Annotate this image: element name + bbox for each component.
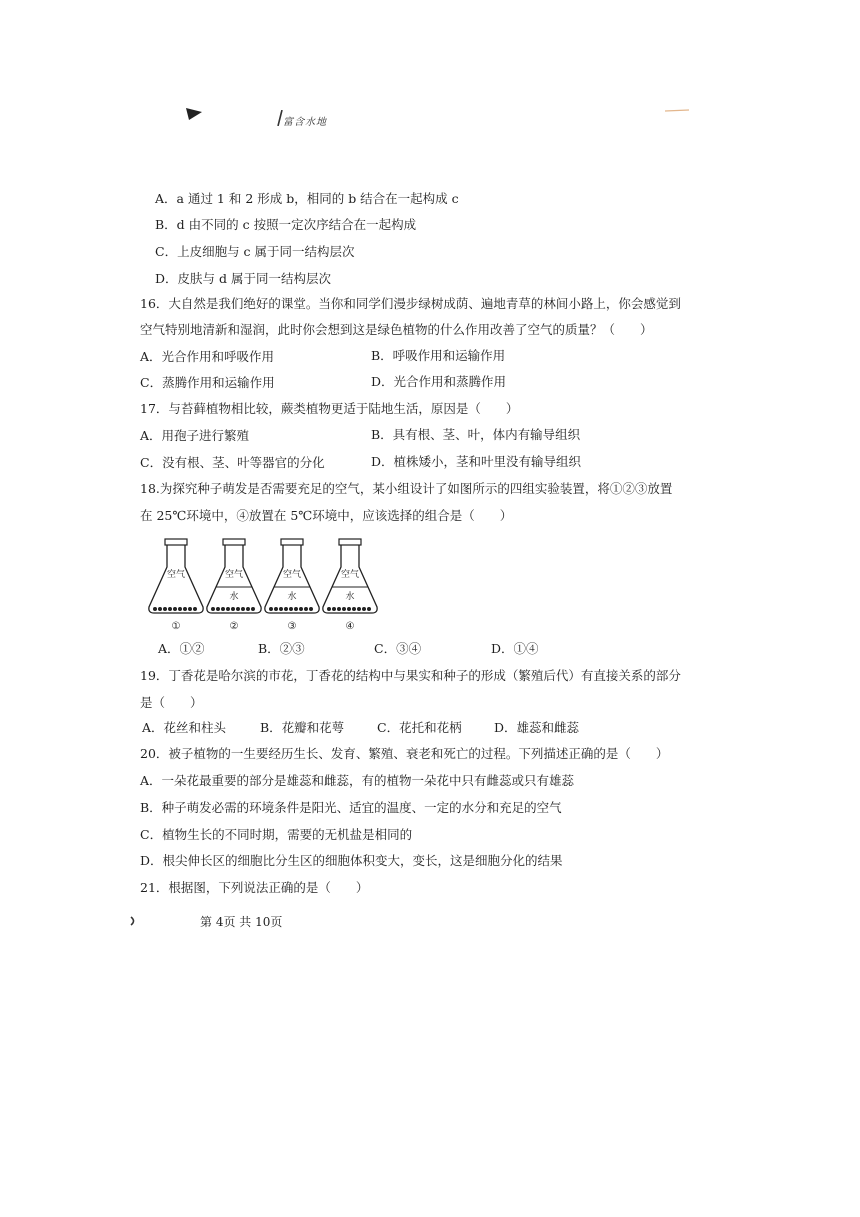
- scan-mark-dash: [665, 108, 689, 114]
- scan-mark-footer: [130, 916, 136, 926]
- q20-stem: 20．被子植物的一生要经历生长、发育、繁殖、衰老和死亡的过程。下列描述正确的是（ ）: [140, 746, 669, 761]
- flask-4: [319, 537, 381, 633]
- flask-1-air-label: 空气: [166, 570, 186, 580]
- q16-stem-line1: 16．大自然是我们绝好的课堂。当你和同学们漫步绿树成荫、遍地青草的林间小路上，你会感觉到: [140, 296, 681, 311]
- flask-2-water-label: 水: [229, 592, 239, 602]
- q15-option-d: D．皮肤与 d 属于同一结构层次: [155, 271, 331, 286]
- q17-stem: 17．与苔藓植物相比较，蕨类植物更适于陆地生活，原因是（ ）: [140, 401, 519, 416]
- q15-option-b: B．d 由不同的 c 按照一定次序结合在一起构成: [155, 217, 417, 232]
- q20-option-b: B．种子萌发必需的环境条件是阳光、适宜的温度、一定的水分和充足的空气: [140, 800, 562, 815]
- q16-option-d: D．光合作用和蒸腾作用: [371, 374, 507, 389]
- flask-3: [261, 537, 323, 633]
- flask-2-air-label: 空气: [224, 570, 244, 580]
- flask-figure: [145, 537, 395, 637]
- q16-option-b: B．呼吸作用和运输作用: [371, 348, 506, 363]
- q18-option-a: A．①②: [158, 641, 205, 656]
- q19-stem-line1: 19．丁香花是哈尔滨的市花，丁香花的结构中与果实和种子的形成（繁殖后代）有直接关系的部分: [140, 668, 681, 683]
- q19-option-c: C．花托和花柄: [377, 720, 462, 735]
- q15-option-a: A．a 通过 1 和 2 形成 b，相同的 b 结合在一起构成 c: [155, 191, 459, 206]
- flask-4-air-label: 空气: [340, 570, 360, 580]
- flask-3-air-label: 空气: [282, 570, 302, 580]
- q19-stem-line2: 是（ ）: [140, 695, 203, 710]
- flask-3-water-label: 水: [287, 592, 297, 602]
- q20-option-c: C．植物生长的不同时期，需要的无机盐是相同的: [140, 827, 413, 842]
- q19-option-b: B．花瓣和花萼: [260, 720, 345, 735]
- q18-option-c: C．③④: [374, 641, 422, 656]
- q19-option-d: D．雄蕊和雌蕊: [494, 720, 580, 735]
- flask-2-number: ②: [229, 621, 239, 632]
- q16-option-c: C．蒸腾作用和运输作用: [140, 375, 275, 390]
- q15-option-c: C．上皮细胞与 c 属于同一结构层次: [155, 244, 355, 259]
- q17-option-b: B．具有根、茎、叶，体内有输导组织: [371, 427, 581, 442]
- flask-4-number: ④: [345, 621, 355, 632]
- flask-4-water-label: 水: [345, 592, 355, 602]
- page-number: 第 4页 共 10页: [200, 915, 283, 929]
- q18-stem-line2: 在 25℃环境中，④放置在 5℃环境中，应该选择的组合是（ ）: [140, 508, 513, 523]
- flask-1: [145, 537, 207, 633]
- q19-option-a: A．花丝和柱头: [142, 720, 227, 735]
- q20-option-a: A．一朵花最重要的部分是雄蕊和雌蕊，有的植物一朵花中只有雌蕊或只有雄蕊: [140, 773, 575, 788]
- q18-option-b: B．②③: [258, 641, 305, 656]
- q17-option-c: C．没有根、茎、叶等器官的分化: [140, 455, 325, 470]
- flask-2: [203, 537, 265, 633]
- flask-3-number: ③: [287, 621, 297, 632]
- q17-option-a: A．用孢子进行繁殖: [140, 428, 250, 443]
- header-mark: 富含水地: [283, 117, 327, 128]
- q17-option-d: D．植株矮小，茎和叶里没有输导组织: [371, 454, 582, 469]
- q18-stem-line1: 18.为探究种子萌发是否需要充足的空气，某小组设计了如图所示的四组实验装置，将①②③放置: [140, 481, 673, 496]
- q16-option-a: A．光合作用和呼吸作用: [140, 349, 275, 364]
- q18-option-d: D．①④: [491, 641, 539, 656]
- scan-mark-triangle: [186, 108, 202, 120]
- q16-stem-line2: 空气特别地清新和湿润，此时你会想到这是绿色植物的什么作用改善了空气的质量？（ ）: [140, 322, 653, 337]
- q20-option-d: D．根尖伸长区的细胞比分生区的细胞体积变大，变长，这是细胞分化的结果: [140, 853, 563, 868]
- q21-stem: 21．根据图，下列说法正确的是（ ）: [140, 880, 369, 895]
- flask-1-number: ①: [171, 621, 181, 632]
